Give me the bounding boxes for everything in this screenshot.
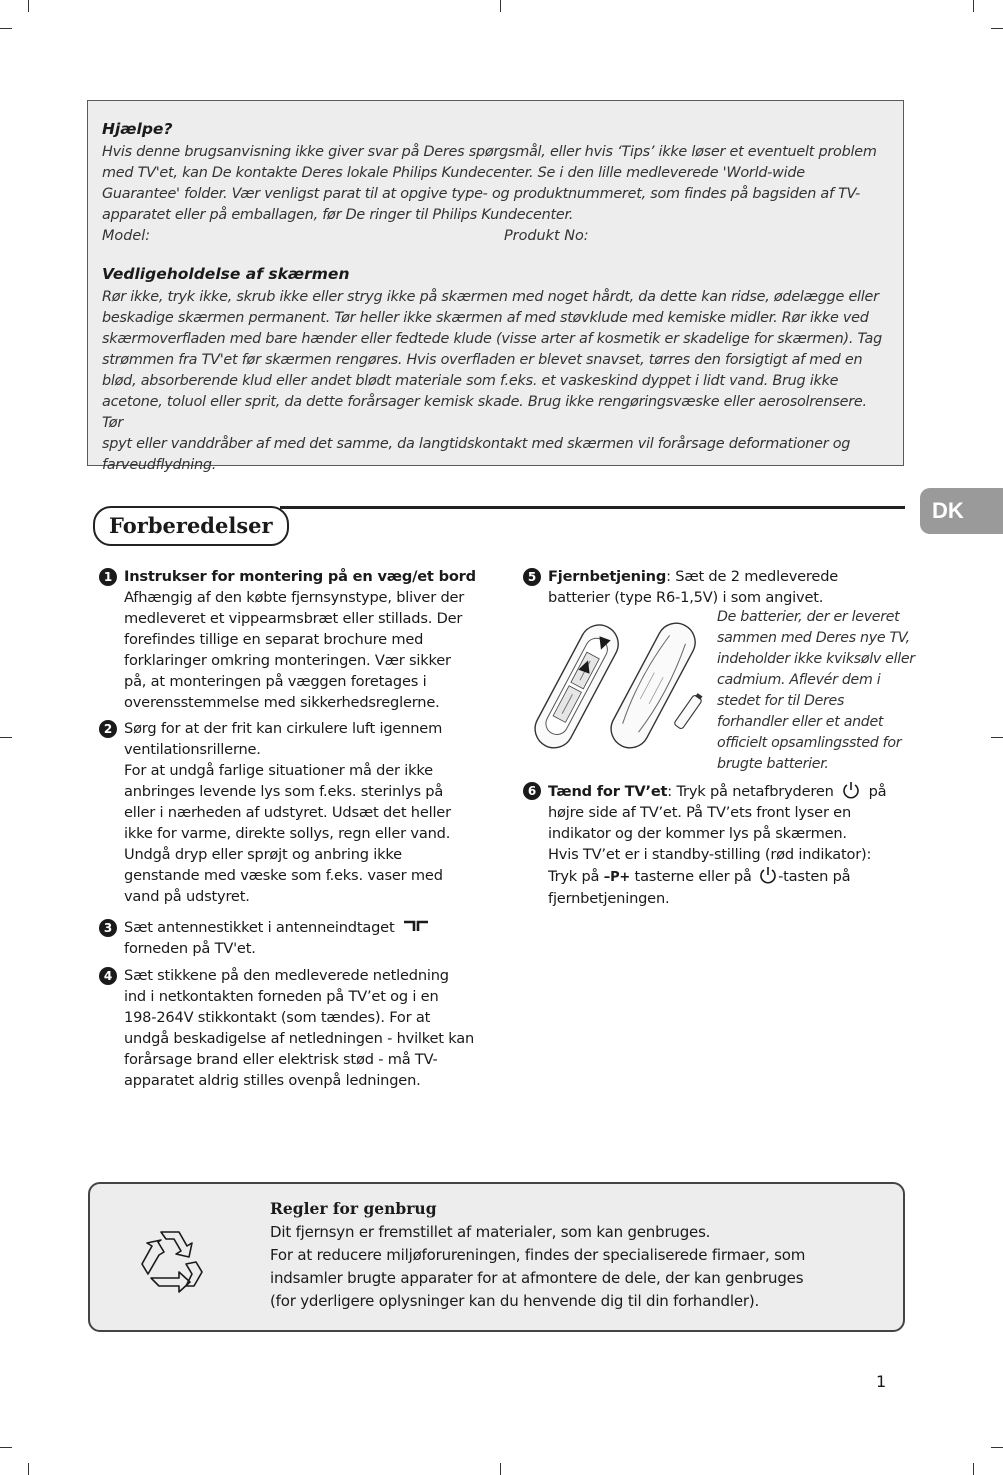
item-line: : Tryk på netafbryderen: [667, 783, 834, 800]
item-line: Sæt antennestikket i antenneindtaget: [124, 919, 395, 936]
item-line: Undgå dryp eller sprøjt og anbring ikke: [124, 846, 402, 863]
list-item: [523, 780, 923, 910]
crop-mark: [0, 737, 12, 738]
note-line: stedet for til Deres: [717, 693, 845, 709]
section-rule: [280, 506, 905, 509]
power-icon: [758, 865, 778, 885]
language-tab: DK: [920, 488, 1003, 534]
item-line: For at undgå farlige situationer må der ikke: [124, 762, 433, 779]
item-text: [124, 965, 474, 1091]
item-line: ikke for varme, direkte sollys, regn eller vand.: [124, 825, 451, 842]
note-line: brugte batterier.: [717, 756, 829, 772]
item-line: Afhængig af den købte fjernsynstype, bliver der: [124, 589, 465, 606]
item-line: tasterne eller på: [634, 868, 752, 885]
item-number: 3: [99, 919, 117, 937]
recycle-line: indsamler brugte apparater for at afmontere de dele, der kan genbruges: [270, 1269, 804, 1287]
item-line: højre side af TV’et. På TV’ets front lyser en: [548, 804, 852, 821]
help-line: apparatet eller på emballagen, før De ringer til Philips Kundecenter.: [102, 207, 574, 223]
product-number-label: Produkt No:: [504, 228, 589, 244]
crop-mark: [973, 1463, 974, 1475]
item-title: Instrukser for montering på en væg/et bord: [124, 568, 476, 585]
help-heading: Hjælpe?: [102, 120, 173, 138]
item-line: på, at monteringen på væggen foretages i: [124, 673, 427, 690]
care-line: beskadige skærmen permanent. Tør heller ikke skærmen af med støvklude med kemiske midler. Rør ikke ved: [102, 310, 869, 326]
item-line: undgå beskadigelse af netledningen - hvilket kan: [124, 1030, 475, 1047]
note-line: De batterier, der er leveret: [717, 609, 900, 625]
item-line: genstande med væske som f.eks. vaser med: [124, 867, 443, 884]
item-text: [548, 566, 838, 608]
list-item: [523, 566, 923, 610]
item-line: eller i nærheden af udstyret. Udsæt det heller: [124, 804, 451, 821]
item-line: vand på udstyret.: [124, 888, 250, 905]
recycle-line: For at reducere miljøforureningen, findes der specialiserede firmaer, som: [270, 1246, 806, 1264]
crop-mark: [991, 28, 1003, 29]
item-line: forårsage brand eller elektrisk stød - må TV-: [124, 1051, 438, 1068]
item-number: 6: [523, 782, 541, 800]
help-box: [87, 100, 904, 473]
item-line: Hvis TV’et er i standby-stilling (rød indikator):: [548, 846, 872, 863]
item-line: Sørg for at der frit kan cirkulere luft igennem: [124, 720, 443, 737]
item-number: 4: [99, 967, 117, 985]
item-number: 5: [523, 568, 541, 586]
item-text: [548, 780, 886, 909]
item-line: indikator og der kommer lys på skærmen.: [548, 825, 847, 842]
crop-mark: [500, 1463, 501, 1475]
antenna-socket-icon: [403, 919, 429, 933]
item-number: 1: [99, 568, 117, 586]
care-line: Rør ikke, tryk ikke, skrub ikke eller stryg ikke på skærmen med noget hårdt, da dette kan ridse, ødelægge eller: [102, 289, 879, 305]
battery-note: [717, 607, 917, 775]
crop-mark: [500, 0, 501, 12]
program-key-label: –P+: [603, 870, 631, 885]
model-label: Model:: [102, 228, 151, 244]
item-line: fjernbetjeningen.: [548, 890, 670, 907]
item-title: Tænd for TV’et: [548, 783, 668, 800]
item-line: forefindes tillige en separat brochure med: [124, 631, 424, 648]
item-line: forklaringer omkring monteringen. Vær sikker: [124, 652, 451, 669]
crop-mark: [973, 0, 974, 12]
item-line: batterier (type R6-1,5V) i som angivet.: [548, 589, 824, 606]
remote-control-illustration: [516, 616, 712, 756]
item-line: Tryk på: [548, 868, 600, 885]
care-line: farveudflydning.: [102, 457, 217, 473]
list-item: [99, 718, 499, 908]
item-text: [124, 917, 429, 959]
recycle-icon: [134, 1222, 206, 1294]
care-line: spyt eller vanddråber af med det samme, da langtidskontakt med skærmen vil forårsage deformationer og: [102, 436, 851, 452]
help-line: Hvis denne brugsanvisning ikke giver svar på Deres spørgsmål, eller hvis ‘Tips’ ikke løser et eventuelt problem: [102, 144, 877, 160]
crop-mark: [991, 1447, 1003, 1448]
model-row: [102, 226, 889, 247]
recycle-title: Regler for genbrug: [270, 1199, 437, 1218]
item-line: Sæt stikkene på den medleverede netledning: [124, 967, 449, 984]
list-item: [99, 566, 499, 716]
recycle-line: (for yderligere oplysninger kan du henvende dig til din forhandler).: [270, 1292, 760, 1310]
crop-mark: [28, 0, 29, 12]
item-line: 198-264V stikkontakt (som tændes). For at: [124, 1009, 431, 1026]
item-title: Fjernbetjening: [548, 568, 667, 585]
crop-mark: [28, 1463, 29, 1475]
recycle-box: [88, 1182, 905, 1332]
help-line: med TV'et, kan De kontakte Deres lokale Philips Kundecenter. Se i den lille medleverede 'World-wide: [102, 165, 805, 181]
care-line: acetone, toluol eller sprit, da dette forårsager kemisk skade. Brug ikke rengøringsvæske eller aerosolrensere. Tør: [102, 394, 867, 431]
note-line: officielt opsamlingssted for: [717, 735, 902, 751]
item-line: forneden på TV'et.: [124, 940, 256, 957]
note-line: forhandler eller et andet: [717, 714, 884, 730]
note-line: cadmium. Aflevér dem i: [717, 672, 881, 688]
item-text: [124, 566, 476, 713]
item-line: anbringes levende lys som f.eks. sterinlys på: [124, 783, 444, 800]
item-text: [124, 718, 451, 907]
item-number: 2: [99, 720, 117, 738]
item-line: apparatet aldrig stilles ovenpå ledningen.: [124, 1072, 421, 1089]
note-line: indeholder ikke kviksølv eller: [717, 651, 915, 667]
item-line: ventilationsrillerne.: [124, 741, 261, 758]
page-number: 1: [876, 1372, 887, 1391]
note-line: sammen med Deres nye TV,: [717, 630, 910, 646]
recycle-line: Dit fjernsyn er fremstillet af materialer, som kan genbruges.: [270, 1223, 711, 1241]
item-line: ind i netkontakten forneden på TV’et og i en: [124, 988, 439, 1005]
crop-mark: [0, 28, 12, 29]
crop-mark: [991, 737, 1003, 738]
care-line: blød, absorberende klud eller andet blødt materiale som f.eks. et vaskeskind dyppet i lidt vand. Brug ikke: [102, 373, 839, 389]
power-icon: [841, 780, 861, 800]
crop-mark: [0, 1447, 12, 1448]
help-line: Guarantee' folder. Vær venligst parat til at opgive type- og produktnummeret, som findes på bagsiden af TV-: [102, 186, 860, 202]
care-line: skærmoverfladen med bare hænder eller fedtede klude (visse arter af kosmetik er skadelige for skærmen). Tag: [102, 331, 882, 347]
care-heading: Vedligeholdelse af skærmen: [102, 265, 350, 283]
list-item: [99, 965, 499, 1095]
care-line: strømmen fra TV'et før skærmen rengøres. Hvis overfladen er blevet snavset, tørres den forsigtigt af med en: [102, 352, 863, 368]
item-line: på: [868, 783, 887, 800]
item-line: medleveret et vippearmsbræt eller stillads. Der: [124, 610, 463, 627]
section-title: Forberedelser: [93, 506, 289, 546]
item-line: : Sæt de 2 medleverede: [666, 568, 839, 585]
item-line: -tasten på: [778, 868, 851, 885]
list-item: [99, 917, 499, 961]
item-line: overensstemmelse med sikkerhedsreglerne.: [124, 694, 440, 711]
